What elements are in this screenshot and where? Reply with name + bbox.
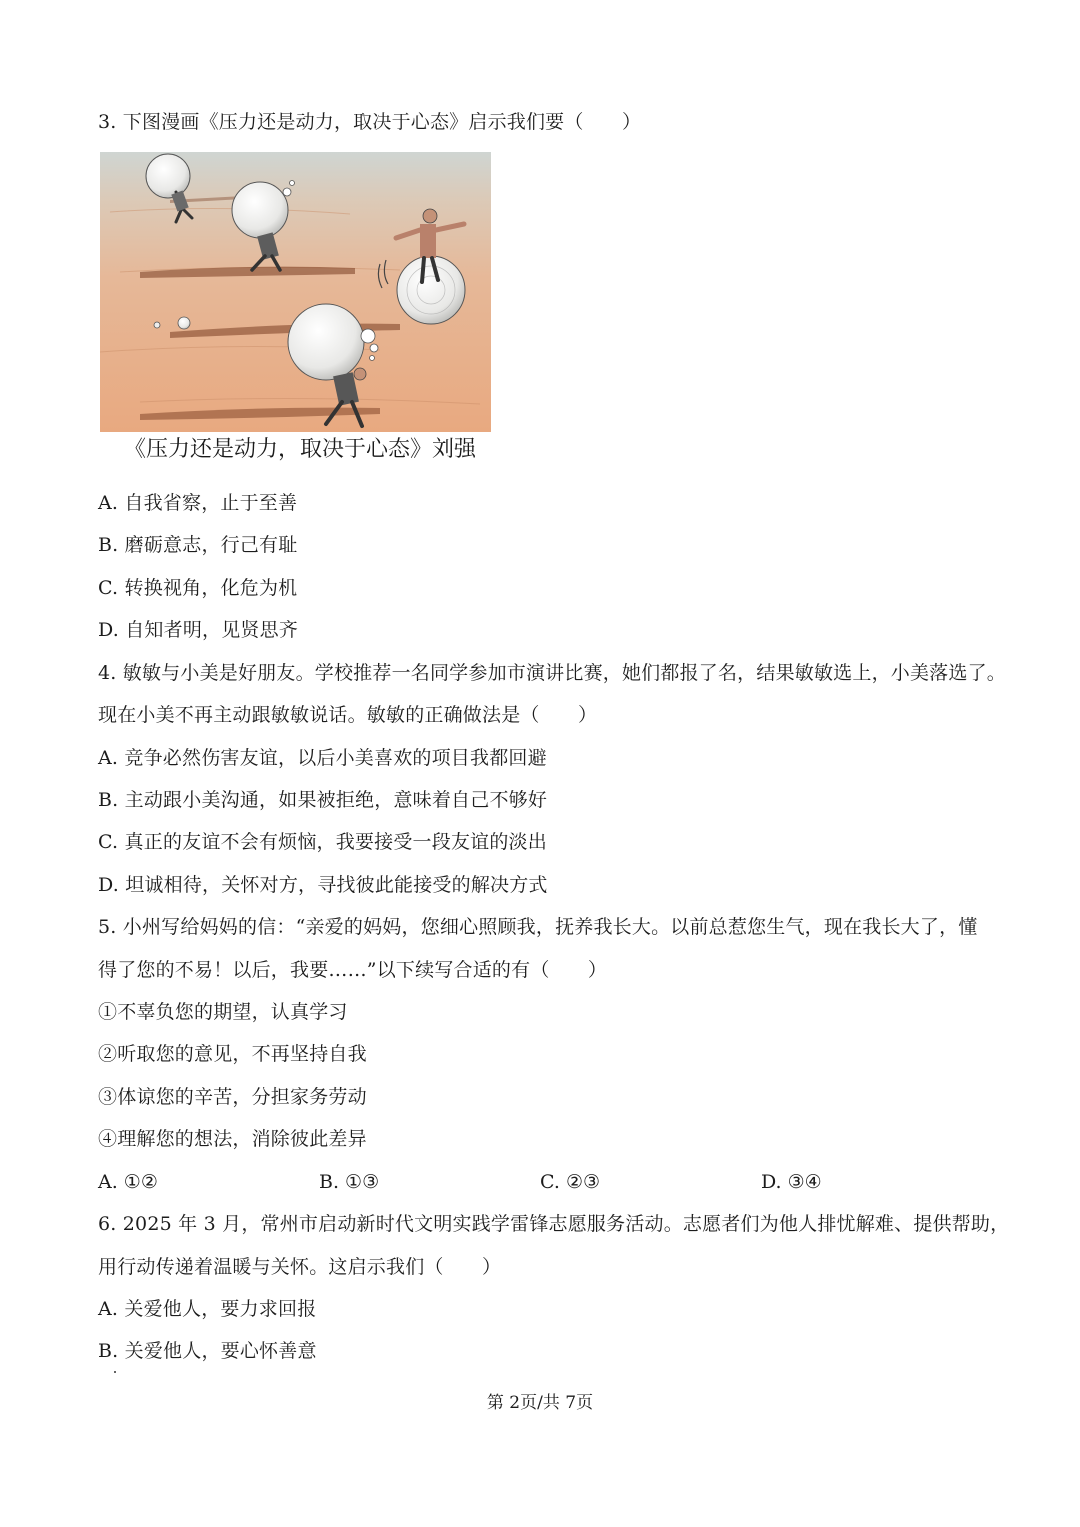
- q5-option-b: B. ①③: [319, 1171, 380, 1193]
- q4-stem-line1: 4. 敏敏与小美是好朋友。学校推荐一名同学参加市演讲比赛，她们都报了名，结果敏敏选上，小美落选了。: [98, 662, 1006, 684]
- q4-option-a: A. 竞争必然伤害友谊，以后小美喜欢的项目我都回避: [98, 747, 547, 769]
- q4-option-b: B. 主动跟小美沟通，如果被拒绝，意味着自己不够好: [98, 789, 548, 811]
- q4-option-c: C. 真正的友谊不会有烦恼，我要接受一段友谊的淡出: [98, 831, 547, 853]
- q5-option-c: C. ②③: [540, 1171, 601, 1193]
- q3-option-a: A. 自我省察，止于至善: [98, 492, 298, 514]
- q3-stem: 3. 下图漫画《压力还是动力，取决于心态》启示我们要（ ）: [98, 111, 642, 133]
- q6-stem-line1: 6. 2025 年 3 月，常州市启动新时代文明实践学雷锋志愿服务活动。志愿者们为他人排忧解难、提供帮助，: [98, 1213, 1010, 1235]
- q5-item-4: ④理解您的想法，消除彼此差异: [98, 1128, 367, 1150]
- q6-option-b: B. 关爱他人，要心怀善意: [98, 1340, 317, 1362]
- q3-option-b: B. 磨砺意志，行己有耻: [98, 534, 298, 556]
- scan-speck: [114, 1371, 116, 1373]
- q5-item-2: ②听取您的意见，不再坚持自我: [98, 1043, 367, 1065]
- q3-option-c: C. 转换视角，化危为机: [98, 577, 298, 599]
- q5-option-d: D. ③④: [761, 1171, 822, 1193]
- q5-item-3: ③体谅您的辛苦，分担家务劳动: [98, 1086, 367, 1108]
- q5-item-1: ①不辜负您的期望，认真学习: [98, 1001, 348, 1023]
- q5-stem-line1: 5. 小州写给妈妈的信：“亲爱的妈妈，您细心照顾我，抚养我长大。以前总惹您生气，现在我长大了，懂: [98, 916, 978, 938]
- page-footer: 第 2页/共 7页: [486, 1393, 594, 1413]
- cartoon-image: [100, 152, 491, 432]
- q6-stem-line2: 用行动传递着温暖与关怀。这启示我们（ ）: [98, 1256, 502, 1278]
- q5-stem-line2: 得了您的不易！以后，我要……”以下续写合适的有（ ）: [98, 959, 608, 981]
- q6-option-a: A. 关爱他人，要力求回报: [98, 1298, 317, 1320]
- q5-option-a: A. ①②: [98, 1171, 158, 1193]
- q4-option-d: D. 坦诚相待，关怀对方，寻找彼此能接受的解决方式: [98, 874, 548, 896]
- q4-stem-line2: 现在小美不再主动跟敏敏说话。敏敏的正确做法是（ ）: [98, 704, 598, 726]
- cartoon-caption: 《压力还是动力，取决于心态》刘强: [124, 437, 477, 462]
- q5-options-row: [98, 1170, 898, 1194]
- q3-option-d: D. 自知者明，见贤思齐: [98, 619, 299, 641]
